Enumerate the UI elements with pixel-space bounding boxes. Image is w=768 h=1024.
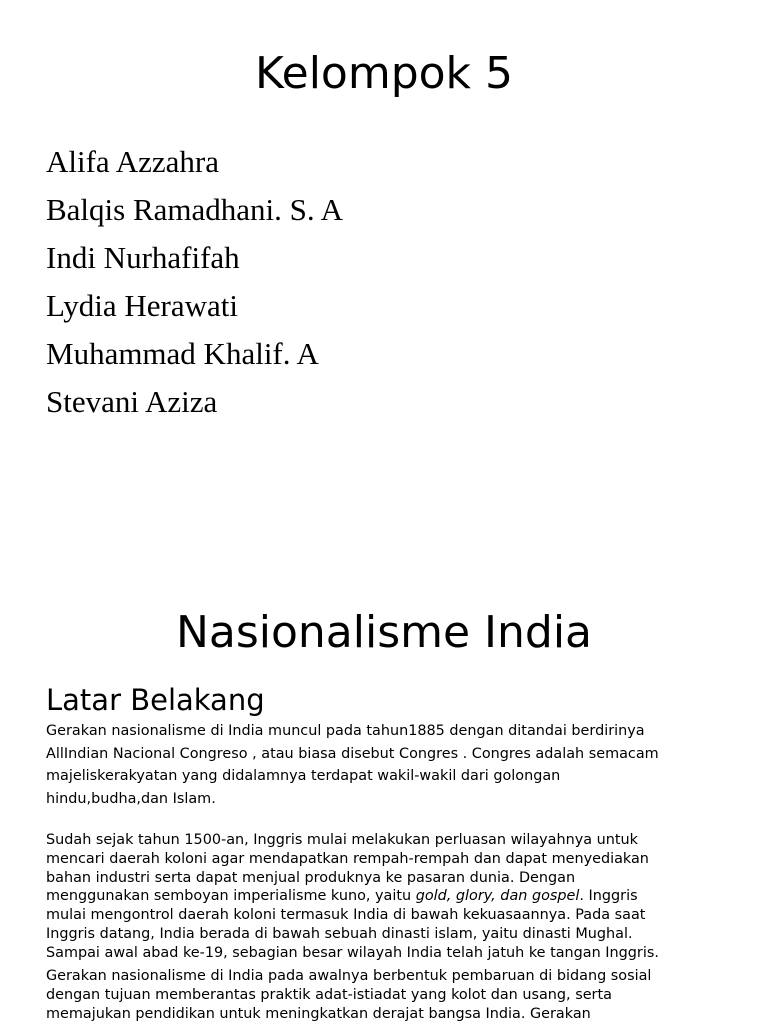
text-line: majeliskerakyatan yang didalamnya terdapat wakil-wakil dari golongan <box>46 768 561 784</box>
text-line: mulai mengontrol daerah koloni termasuk India di bawah kekuasaannya. Pada saat <box>46 907 646 924</box>
text-line: Inggris datang, India berada di bawah sebuah dinasti islam, yaitu dinasti Mughal. <box>46 925 633 942</box>
text-line: Sudah sejak tahun 1500-an, Inggris mulai melakukan perluasan wilayahnya untuk <box>46 832 638 848</box>
text-line: AllIndian Nacional Congreso , atau biasa disebut Congres . Congres adalah semacam <box>46 745 659 762</box>
member-name: Balqis Ramadhani. S. A <box>46 192 344 227</box>
slide-title: Nasionalisme India <box>175 607 593 658</box>
paragraph <box>46 831 736 963</box>
text-line: hindu,budha,dan Islam. <box>46 790 216 807</box>
paragraph <box>46 720 736 810</box>
text-line: memajukan pendidikan untuk meningkatkan derajat bangsa India. Gerakan <box>46 1005 591 1022</box>
member-name: Stevani Aziza <box>46 384 218 419</box>
member-name: Muhammad Khalif. A <box>46 336 319 371</box>
italic-phrase: gold, glory, dan gospel <box>415 888 580 905</box>
text-segment: . Inggris <box>579 888 638 905</box>
text-line <box>46 887 736 906</box>
member-name: Alifa Azzahra <box>46 144 219 179</box>
section-heading: Latar Belakang <box>46 683 265 717</box>
slide-title: Kelompok 5 <box>254 48 514 99</box>
text-segment: menggunakan semboyan imperialisme kuno, yaitu <box>46 888 416 905</box>
member-name: Lydia Herawati <box>46 288 238 323</box>
paragraph <box>46 967 736 1023</box>
text-line: Gerakan nasionalisme di India pada awalnya berbentuk pembaruan di bidang sosial <box>46 968 652 984</box>
text-line: mencari daerah koloni agar mendapatkan rempah-rempah dan dapat menyediakan <box>46 850 649 867</box>
text-line: bahan industri serta dapat menjual produknya ke pasaran dunia. Dengan <box>46 869 576 886</box>
text-line: Sampai awal abad ke-19, sebagian besar wilayah India telah jatuh ke tangan Inggris. <box>46 944 659 961</box>
member-list <box>46 138 343 426</box>
text-line: dengan tujuan memberantas praktik adat-istiadat yang kolot dan usang, serta <box>46 986 612 1003</box>
member-name: Indi Nurhafifah <box>46 240 240 275</box>
text-line: Gerakan nasionalisme di India muncul pada tahun1885 dengan ditandai berdirinya <box>46 723 645 739</box>
